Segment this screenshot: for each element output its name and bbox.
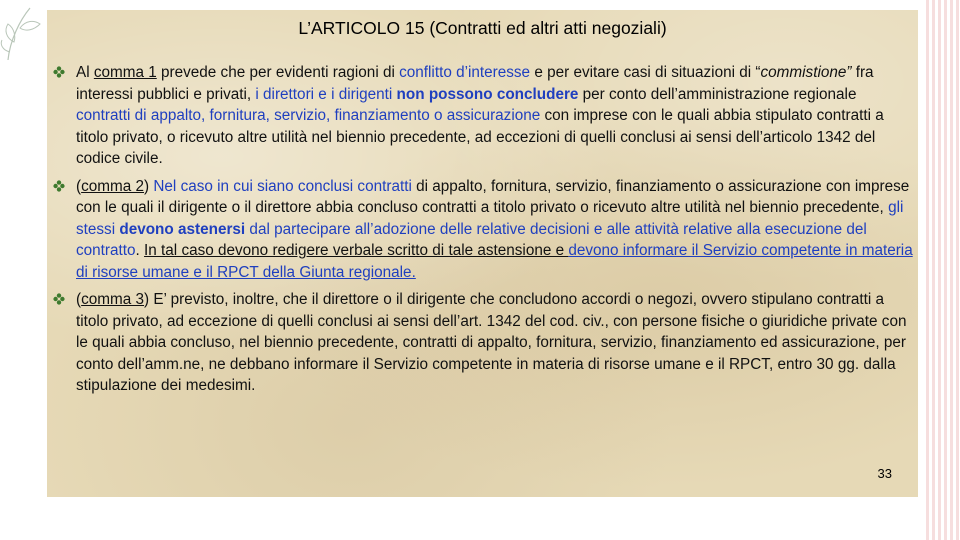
text-run: contratti di appalto, fornitura, servizio, finanziamento o assicurazione	[76, 107, 541, 124]
content-panel	[47, 10, 918, 497]
diamond-flower-bullet-icon	[53, 180, 65, 192]
text-run: e per evitare casi di situazioni di “	[530, 64, 761, 81]
leaf-decoration-icon	[0, 0, 46, 80]
text-run: Nel caso in cui siano conclusi contratti	[153, 177, 412, 195]
text-run: comma 1	[93, 64, 157, 81]
text-run: )	[144, 177, 154, 195]
text-run: fra interessi pubblici e privati,	[76, 64, 874, 103]
right-stripe-decoration	[926, 0, 960, 540]
page-title: L’ARTICOLO 15 (Contratti ed altri atti negoziali)	[298, 18, 667, 38]
text-run: gli stessi	[76, 199, 904, 238]
text-run: comma 2	[81, 177, 145, 195]
text-run: ) E’ previsto, inoltre, che il direttore o il dirigente che concludono accordi o negozi, ovvero stipulano contratti a titolo privato, ad eccezione di quelli conclusi ai sensi dell’art. 1342 del cod. civ., con persone fisiche o giuridiche private con le quali abbia concluso, nel biennio precedente, contratti di appalto, fornitura, servizio, finanziamento ed assicurazione, per conto dell’amm.ne, ne debbano informare il Servizio competente in materia di risorse umane e il RPCT, entro 30 gg. dalla stipulazione dei medesimi.	[76, 291, 907, 394]
text-run: conflitto d’interesse	[399, 64, 531, 81]
text-run: (	[76, 177, 82, 195]
text-run: dal partecipare all’adozione delle relative decisioni e alle attività relative alla esecuzione del contratto	[76, 220, 867, 259]
bullet-list	[47, 62, 918, 403]
bullet-item-comma-1	[47, 62, 918, 170]
text-run: per conto dell’amministrazione regionale	[578, 85, 857, 103]
page-number: 33	[877, 466, 892, 481]
text-run: Al	[76, 64, 94, 81]
text-run: prevede che per evidenti ragioni di	[156, 64, 400, 81]
diamond-flower-bullet-icon	[53, 66, 65, 78]
text-run: devono astenersi	[119, 220, 246, 238]
bullet-item-comma-3	[47, 289, 918, 397]
text-run: non possono concludere	[396, 85, 579, 103]
text-run: con imprese con le quali abbia stipulato contratti a titolo privato, o ricevuto altre utilità nel biennio precedente, ad eccezioni di quelli conclusi ai sensi dell’articolo 1342 del codice civile.	[76, 107, 884, 167]
bullet-text	[76, 291, 906, 394]
bullet-item-comma-2	[47, 176, 918, 284]
text-run: comma 3	[81, 291, 145, 308]
text-run: di appalto, fornitura, servizio, finanziamento o assicurazione con imprese con le quali il dirigente o il direttore abbia concluso contratti a titolo privato o ricevuto altre utilità nel biennio precedente,	[76, 177, 910, 216]
bullet-text	[76, 64, 884, 167]
bullet-text	[76, 178, 913, 281]
text-run: devono informare il Servizio competente in materia di risorse umane e il RPCT della Giunta regionale.	[76, 242, 913, 281]
text-run: commistione”	[760, 64, 852, 81]
text-run: In tal caso devono redigere verbale scritto di tale astensione e	[144, 242, 569, 259]
text-run: i direttori e i dirigenti	[255, 85, 393, 103]
diamond-flower-bullet-icon	[53, 293, 65, 305]
text-run: (	[76, 291, 82, 308]
text-run: .	[135, 242, 145, 259]
